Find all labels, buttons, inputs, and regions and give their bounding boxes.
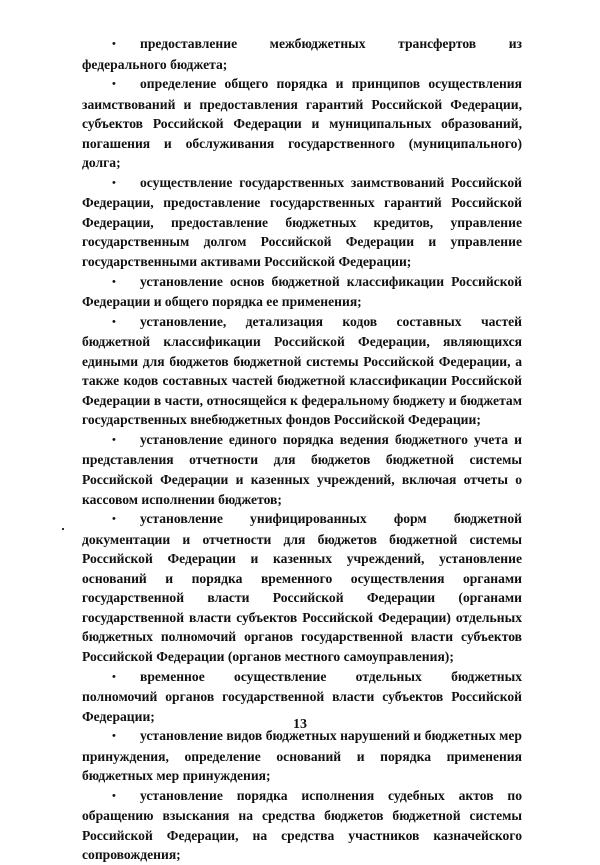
list-item bbox=[82, 726, 522, 786]
bullet-icon: • bbox=[112, 78, 116, 91]
list-item bbox=[82, 509, 522, 666]
bullet-icon: • bbox=[112, 315, 116, 328]
list-item bbox=[82, 34, 522, 74]
bullet-icon: • bbox=[112, 176, 116, 189]
bullet-icon: • bbox=[112, 789, 116, 802]
list-item-text: установление видов бюджетных нарушений и бюджетных мер принуждения, определение оснований и порядка применения бюджетных мер принуждения; bbox=[82, 728, 522, 784]
bullet-icon: • bbox=[112, 730, 116, 743]
bullet-icon: • bbox=[112, 275, 116, 288]
bullet-list bbox=[82, 34, 522, 865]
bullet-icon: • bbox=[112, 38, 116, 50]
page-number: 13 bbox=[293, 717, 307, 732]
list-item-text: предоставление межбюджетных трансфертов из федерального бюджета; bbox=[82, 36, 522, 72]
list-item bbox=[82, 272, 522, 312]
list-item bbox=[82, 74, 522, 173]
scan-speck bbox=[62, 528, 64, 530]
list-item bbox=[82, 173, 522, 272]
list-item-text: определение общего порядка и принципов осуществления заимствований и предоставления гарантий Российской Федерации, субъектов Российской Федерации и муниципальных образований, погашения и обслуживания государственного (муниципального) долга; bbox=[82, 76, 522, 171]
bullet-icon: • bbox=[112, 433, 116, 446]
list-item-text: временное осуществление отдельных бюджетных полномочий органов государственной власти субъектов Российской Федерации; bbox=[82, 668, 522, 724]
list-item bbox=[82, 786, 522, 865]
list-item bbox=[82, 312, 522, 430]
list-item bbox=[82, 430, 522, 509]
list-item-text: установление основ бюджетной классификации Российской Федерации и общего порядка ее применения; bbox=[82, 273, 522, 310]
list-item-text: осуществление государственных заимствований Российской Федерации, предоставление государственных гарантий Российской Федерации, предоставление бюджетных кредитов, управление государственным долгом Российской Федерации и управление государственными активами Российской Федерации; bbox=[82, 174, 522, 270]
list-item-text: установление порядка исполнения судебных актов по обращению взыскания на средства бюджетов бюджетной системы Российской Федерации, на средства участников казначейского сопровождения; bbox=[82, 787, 522, 863]
bullet-icon: • bbox=[112, 513, 116, 526]
list-item-text: установление унифицированных форм бюджетной документации и отчетности для бюджетов бюджетной системы Российской Федерации и казенных учреждений, установление оснований и порядка временного осуществления органами государственной власти Российской Федерации (органами государственной власти субъектов Российской Федерации) отдельных бюджетных полномочий органов государственной власти субъектов Российской Федерации (органов местного самоуправления); bbox=[82, 511, 522, 664]
list-item-text: установление единого порядка ведения бюджетного учета и представления отчетности для бюджетов бюджетной системы Российской Федерации и казенных учреждений, включая отчеты о кассовом исполнении бюджетов; bbox=[82, 431, 522, 507]
bullet-icon: • bbox=[112, 670, 116, 683]
list-item-text: установление, детализация кодов составных частей бюджетной классификации Российской Федерации, являющихся едиными для бюджетов бюджетной системы Российской Федерации, а также кодов составных частей бюджетной классификации Российской Федерации в части, относящейся к федеральному бюджету и бюджетам государственных внебюджетных фондов Российской Федерации; bbox=[82, 313, 522, 428]
